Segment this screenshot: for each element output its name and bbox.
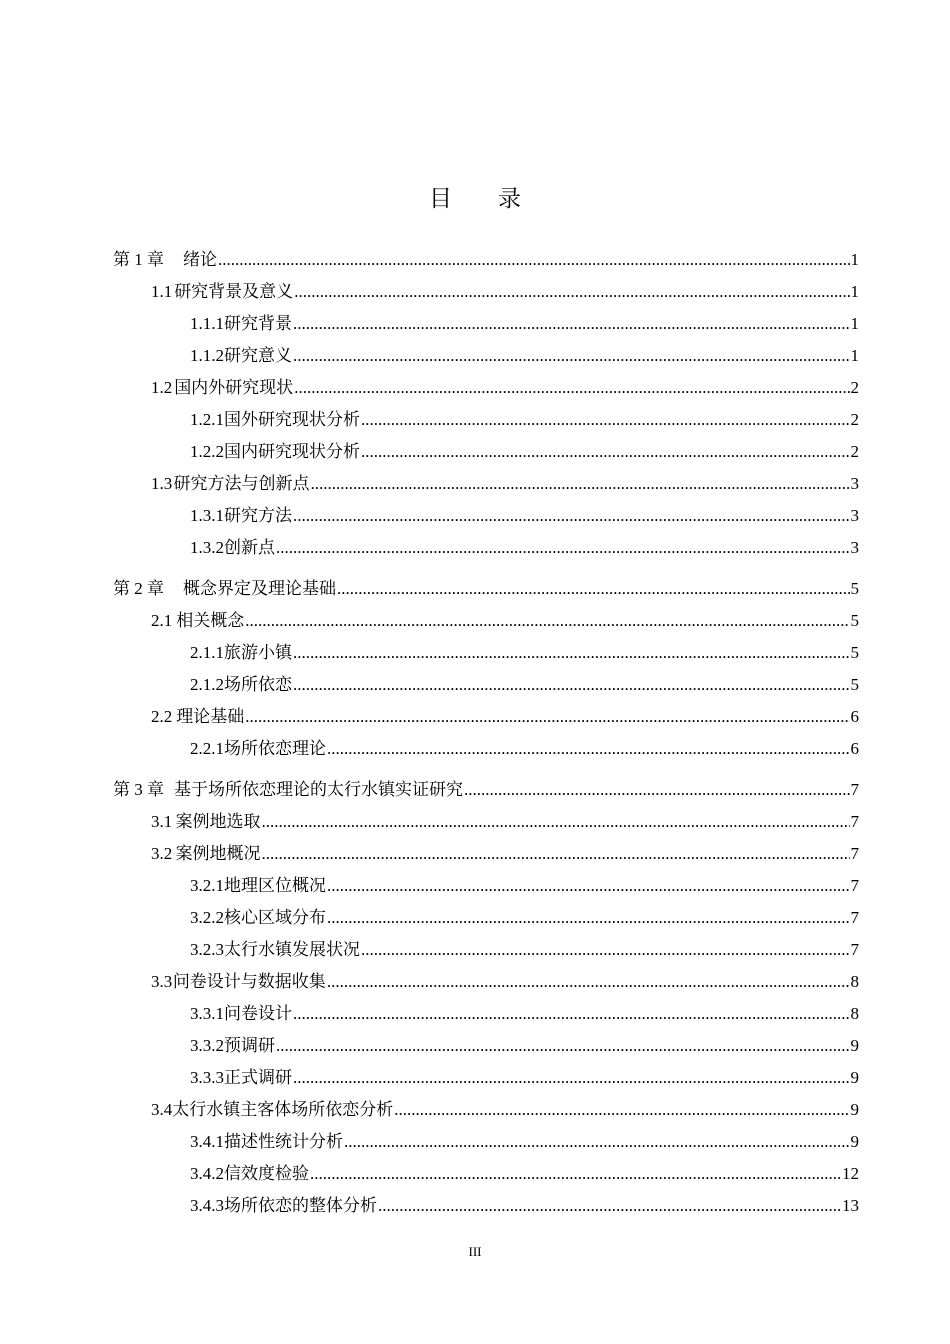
toc-title-char-1: 目: [429, 186, 452, 211]
toc-section-entry[interactable]: [113, 701, 859, 733]
toc-chapter-entry[interactable]: [113, 774, 859, 806]
toc-page-number: 7: [850, 780, 859, 799]
toc-dot-leader: [293, 1062, 850, 1094]
toc-dot-leader: [327, 733, 850, 765]
toc-dot-leader: [293, 998, 850, 1030]
toc-entry-title: 研究方法与创新点: [173, 474, 310, 493]
toc-dot-leader: [311, 468, 850, 500]
toc-dot-leader: [245, 605, 849, 637]
toc-entry-number: 1.2.2: [190, 442, 224, 461]
toc-entry-number: 1.3: [151, 474, 173, 493]
toc-section-entry[interactable]: [113, 276, 859, 308]
toc-entry-title: 理论基础: [176, 707, 245, 726]
toc-page-number: 5: [850, 643, 859, 662]
toc-page-number: 3: [850, 474, 859, 493]
toc-page-number: 1: [850, 346, 859, 365]
toc-entry-title: 国外研究现状分析: [224, 410, 360, 429]
toc-entry-number: 3.2.2: [190, 908, 224, 927]
toc-page-number: 7: [850, 908, 859, 927]
toc-entry-number: 1.2: [151, 378, 173, 397]
toc-entry-title: 描述性统计分析: [224, 1132, 343, 1151]
page-footer-number: III: [468, 1244, 482, 1259]
toc-dot-leader: [245, 701, 849, 733]
toc-entry-title: 案例地选取: [175, 812, 261, 831]
toc-page-number: 2: [850, 410, 859, 429]
toc-entry-number: 2.2.1: [190, 739, 224, 758]
toc-subsection-entry[interactable]: [113, 1062, 859, 1094]
toc-entry-title: 太行水镇发展状况: [224, 940, 360, 959]
toc-chapter-entry[interactable]: [113, 573, 859, 605]
toc-dot-leader: [262, 838, 850, 870]
toc-page-number: 6: [850, 707, 859, 726]
toc-page-number: 9: [850, 1100, 859, 1119]
toc-entry-number: 3.3: [151, 972, 173, 991]
toc-page-number: 1: [850, 314, 859, 333]
toc-entry-title: 基于场所依恋理论的太行水镇实证研究: [174, 780, 463, 800]
toc-subsection-entry[interactable]: [113, 733, 859, 765]
toc-dot-leader: [293, 500, 850, 532]
toc-subsection-entry[interactable]: [113, 340, 859, 372]
toc-subsection-entry[interactable]: [113, 669, 859, 701]
toc-entry-title: 概念界定及理论基础: [183, 579, 336, 599]
toc-dot-leader: [361, 934, 850, 966]
toc-dot-leader: [310, 1158, 841, 1190]
toc-page-number: 2: [850, 378, 859, 397]
toc-dot-leader: [464, 774, 850, 806]
table-of-contents: [113, 244, 859, 1222]
toc-dot-leader: [361, 436, 850, 468]
toc-dot-leader: [293, 637, 850, 669]
toc-entry-number: 1.2.1: [190, 410, 224, 429]
toc-page-number: 9: [850, 1132, 859, 1151]
toc-entry-title: 正式调研: [224, 1068, 292, 1087]
toc-entry-number: 3.3.3: [190, 1068, 224, 1087]
toc-chapter-entry[interactable]: [113, 244, 859, 276]
toc-subsection-entry[interactable]: [113, 308, 859, 340]
toc-entry-title: 信效度检验: [224, 1164, 309, 1183]
toc-dot-leader: [394, 1094, 849, 1126]
toc-entry-number: 3.4.1: [190, 1132, 224, 1151]
toc-entry-number: 1.3.2: [190, 538, 224, 557]
toc-entry-number: 3.4: [151, 1100, 173, 1119]
toc-page-number: 3: [850, 506, 859, 525]
toc-subsection-entry[interactable]: [113, 998, 859, 1030]
toc-entry-title: 场所依恋: [224, 675, 292, 694]
toc-page-number: 5: [850, 675, 859, 694]
toc-dot-leader: [293, 669, 850, 701]
toc-subsection-entry[interactable]: [113, 436, 859, 468]
toc-subsection-entry[interactable]: [113, 1030, 859, 1062]
toc-subsection-entry[interactable]: [113, 1126, 859, 1158]
toc-page-number: 2: [850, 442, 859, 461]
toc-dot-leader: [276, 1030, 850, 1062]
toc-subsection-entry[interactable]: [113, 637, 859, 669]
toc-dot-leader: [294, 372, 849, 404]
toc-dot-leader: [293, 340, 850, 372]
toc-entry-number: 3.3.2: [190, 1036, 224, 1055]
toc-subsection-entry[interactable]: [113, 500, 859, 532]
toc-page-number: 13: [842, 1196, 859, 1215]
toc-page-number: 1: [850, 282, 859, 301]
toc-entry-number: 3.4.2: [190, 1164, 224, 1183]
toc-entry-number: 2.1.2: [190, 675, 224, 694]
toc-page-number: 7: [850, 812, 859, 831]
toc-entry-number: 3.2.3: [190, 940, 224, 959]
toc-section-entry[interactable]: [113, 838, 859, 870]
toc-entry-number: 3.4.3: [190, 1196, 224, 1215]
toc-entry-title: 研究背景及意义: [174, 282, 294, 301]
toc-entry-number: 3.3.1: [190, 1004, 224, 1023]
toc-section-entry[interactable]: [113, 468, 859, 500]
toc-entry-number: 第 1 章: [113, 250, 164, 269]
toc-dot-leader: [293, 308, 850, 340]
toc-entry-title: 研究意义: [224, 346, 292, 365]
toc-page-number: 9: [850, 1036, 859, 1055]
toc-entry-title: 场所依恋理论: [224, 739, 326, 758]
toc-dot-leader: [327, 902, 850, 934]
toc-subsection-entry[interactable]: [113, 902, 859, 934]
toc-subsection-entry[interactable]: [113, 404, 859, 436]
toc-entry-number: 1.1.1: [190, 314, 224, 333]
toc-page-number: 7: [850, 876, 859, 895]
toc-page-number: 5: [850, 611, 859, 630]
toc-entry-number: 3.2.1: [190, 876, 224, 895]
toc-title-char-2: 录: [498, 186, 521, 211]
toc-entry-number: 1.3.1: [190, 506, 224, 525]
toc-entry-number: 3.2: [151, 844, 173, 863]
toc-entry-number: 2.2: [151, 707, 173, 726]
toc-entry-title: 案例地概况: [175, 844, 261, 863]
toc-page-number: 6: [850, 739, 859, 758]
toc-section-entry[interactable]: [113, 372, 859, 404]
toc-entry-title: 研究方法: [224, 506, 292, 525]
toc-dot-leader: [378, 1190, 841, 1222]
toc-entry-number: 3.1: [151, 812, 173, 831]
toc-entry-number: 第 2 章: [113, 579, 164, 598]
toc-entry-number: 1.1.2: [190, 346, 224, 365]
toc-page-number: 8: [850, 1004, 859, 1023]
toc-dot-leader: [218, 244, 850, 276]
toc-dot-leader: [361, 404, 850, 436]
toc-entry-title: 核心区域分布: [224, 908, 326, 927]
toc-dot-leader: [327, 870, 850, 902]
toc-entry-title: 创新点: [224, 538, 275, 557]
toc-page-number: 12: [842, 1164, 859, 1183]
toc-page-number: 7: [850, 844, 859, 863]
toc-entry-number: 第 3 章: [113, 780, 164, 799]
toc-entry-title: 太行水镇主客体场所依恋分析: [172, 1100, 394, 1119]
toc-subsection-entry[interactable]: [113, 934, 859, 966]
toc-page-number: 1: [850, 250, 859, 269]
toc-subsection-entry[interactable]: [113, 532, 859, 564]
toc-entry-title: 国内研究现状分析: [224, 442, 360, 461]
toc-entry-number: 2.1: [151, 611, 173, 630]
toc-entry-title: 研究背景: [224, 314, 292, 333]
toc-dot-leader: [294, 276, 849, 308]
toc-page-number: 9: [850, 1068, 859, 1087]
toc-entry-title: 绪论: [183, 250, 217, 270]
toc-subsection-entry[interactable]: [113, 1190, 859, 1222]
toc-section-entry[interactable]: [113, 966, 859, 998]
toc-page-number: 7: [850, 940, 859, 959]
toc-subsection-entry[interactable]: [113, 870, 859, 902]
toc-dot-leader: [276, 532, 850, 564]
toc-entry-title: 预调研: [224, 1036, 275, 1055]
toc-dot-leader: [327, 966, 850, 998]
toc-subsection-entry[interactable]: [113, 1158, 859, 1190]
toc-title: [0, 180, 950, 213]
toc-page-number: 5: [850, 579, 859, 598]
toc-section-entry[interactable]: [113, 1094, 859, 1126]
toc-section-entry[interactable]: [113, 605, 859, 637]
toc-dot-leader: [262, 806, 850, 838]
toc-entry-title: 国内外研究现状: [174, 378, 294, 397]
toc-dot-leader: [337, 573, 850, 605]
toc-dot-leader: [344, 1126, 850, 1158]
toc-page-number: 3: [850, 538, 859, 557]
toc-page-number: 8: [850, 972, 859, 991]
toc-entry-title: 相关概念: [176, 611, 245, 630]
toc-entry-number: 1.1: [151, 282, 173, 301]
toc-entry-title: 地理区位概况: [224, 876, 326, 895]
toc-entry-title: 问卷设计: [224, 1004, 292, 1023]
toc-entry-number: 2.1.1: [190, 643, 224, 662]
toc-section-entry[interactable]: [113, 806, 859, 838]
toc-entry-title: 场所依恋的整体分析: [224, 1196, 377, 1215]
toc-entry-title: 旅游小镇: [224, 643, 292, 662]
toc-entry-title: 问卷设计与数据收集: [172, 972, 326, 991]
